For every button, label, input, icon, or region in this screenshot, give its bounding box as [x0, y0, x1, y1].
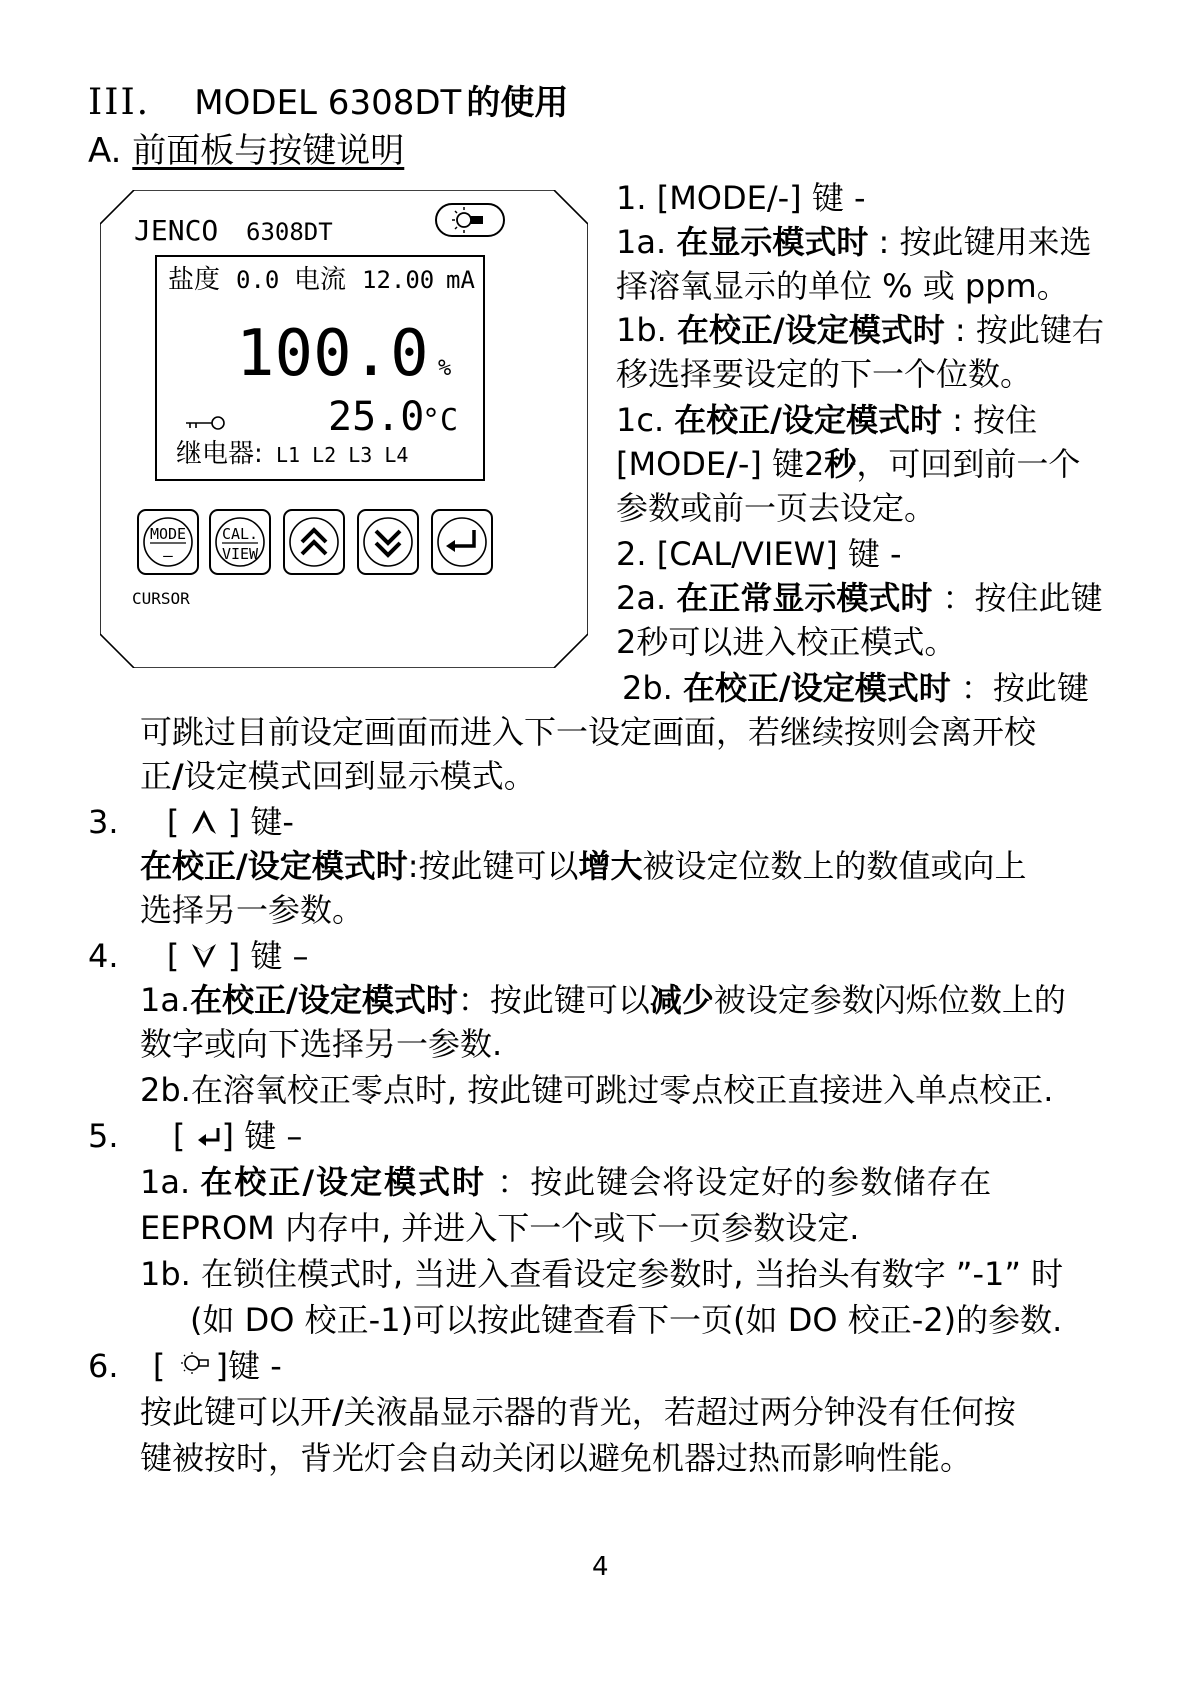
- item-2b: [622, 666, 1089, 710]
- item-6-slash: /: [332, 1393, 344, 1431]
- item-1a-num: 1a.: [616, 223, 677, 261]
- front-panel-illustration: [100, 190, 588, 668]
- down-button[interactable]: [358, 510, 418, 574]
- temperature-value: 25.0: [328, 394, 425, 440]
- item-3-rest: 被设定位数上的数值或向上: [642, 847, 1027, 885]
- heading-suffix: 的使用: [466, 83, 569, 123]
- item-1c-line2-bold: 秒: [824, 445, 857, 483]
- item-2b-slash: /: [172, 757, 184, 795]
- item-5-bracket: [: [172, 1117, 196, 1155]
- item-2b-line3: [140, 754, 536, 798]
- item-6-num: 6.: [88, 1347, 119, 1385]
- item-3-title: [88, 800, 294, 844]
- backlight-bulb-icon: [176, 1351, 216, 1375]
- item-6-key-label: ]键 -: [215, 1347, 282, 1385]
- item-6-line1-a: 按此键可以开: [140, 1393, 333, 1431]
- item-4a-bold2: 减少: [649, 981, 714, 1019]
- section-heading: [88, 80, 568, 132]
- item-6-bracket: [: [152, 1347, 176, 1385]
- current-unit: mA: [446, 266, 475, 294]
- item-4-bracket: [: [166, 937, 190, 975]
- item-1c-slash: /: [726, 445, 738, 483]
- item-2a-num: 2a.: [616, 579, 677, 617]
- item-1a-bold: 在显示模式时: [676, 223, 869, 261]
- item-4a-line2: 数字或向下选择另一参数.: [140, 1025, 503, 1063]
- item-1c-bold: 在校正/设定模式时: [674, 401, 942, 439]
- item-3-bold1: 在校正/设定模式时: [140, 847, 408, 885]
- page-number: 4: [592, 1552, 609, 1582]
- item-5-num: 5.: [88, 1117, 119, 1155]
- down-arrow-icon: [190, 942, 218, 970]
- current-label: 电流: [294, 265, 347, 295]
- item-2a-line2: 2秒可以进入校正模式。: [616, 623, 957, 661]
- item-4a-bold1: 在校正/设定模式时: [190, 981, 458, 1019]
- item-1c-line2-pre: [MODE: [616, 445, 727, 483]
- item-2b-num: 2b.: [622, 669, 684, 707]
- item-5-key-label: ] 键 –: [221, 1117, 303, 1155]
- item-5a-line2: EEPROM 内存中, 并进入下一个或下一页参数设定.: [140, 1209, 860, 1247]
- item-4-title: [88, 934, 309, 978]
- item-6-title: [88, 1344, 282, 1388]
- item-4a-num: 1a.: [140, 981, 191, 1019]
- item-4a: [140, 978, 1066, 1022]
- item-1c-line3: 参数或前一页去设定。: [616, 489, 937, 527]
- item-1c-line2: [616, 442, 1080, 486]
- model-label: 6308DT: [246, 218, 333, 246]
- item-1b-bold: 在校正/设定模式时: [677, 311, 945, 349]
- item-4b: 2b.在溶氧校正零点时, 按此键可跳过零点校正直接进入单点校正.: [140, 1071, 1054, 1109]
- relay-list: L1 L2 L3 L4: [276, 443, 409, 467]
- item-2a: [616, 576, 1103, 620]
- view-key-label: VIEW: [221, 545, 259, 563]
- item-4-num: 4.: [88, 937, 119, 975]
- subheading-letter: A.: [88, 131, 122, 171]
- item-2b-line3-a: 正: [140, 757, 173, 795]
- item-2a-rest: ：按住此键: [932, 579, 1103, 617]
- main-reading: 100.0: [236, 317, 429, 391]
- subheading: [88, 128, 404, 174]
- item-3-num: 3.: [88, 803, 119, 841]
- item-5a: [140, 1160, 992, 1204]
- item-3-line1: [140, 844, 1027, 888]
- brand-label: JENCO: [134, 214, 219, 247]
- item-5a-rest: ：按此键会将设定好的参数储存在: [486, 1163, 993, 1201]
- item-5b-line2: (如 DO 校正-1)可以按此键查看下一页(如 DO 校正-2)的参数.: [190, 1301, 1063, 1339]
- up-arrow-icon: [190, 808, 218, 836]
- item-6-line2: 键被按时，背光灯会自动关闭以避免机器过热而影响性能。: [140, 1439, 973, 1477]
- item-1a: [616, 220, 1091, 264]
- item-1b-num: 1b.: [616, 311, 678, 349]
- item-1a-rest: : 按此键用来选: [868, 223, 1092, 261]
- item-3-bracket: [: [166, 803, 190, 841]
- up-button[interactable]: [284, 510, 344, 574]
- enter-arrow-icon: [196, 1124, 222, 1150]
- item-2b-bold: 在校正/设定模式时: [683, 669, 951, 707]
- item-2b-line3-b: 设定模式回到显示模式。: [183, 757, 536, 795]
- mode-key-label: MODE: [149, 525, 187, 543]
- item-3-line2: 选择另一参数。: [140, 891, 365, 929]
- item-1c: [616, 398, 1037, 442]
- item-4-key-label: ] 键 –: [217, 937, 309, 975]
- heading-roman: III.: [88, 82, 151, 123]
- item-2b-line2: 可跳过目前设定画面而进入下一设定画面，若继续按则会离开校: [140, 713, 1037, 751]
- item-4a-mid: ：按此键可以: [457, 981, 650, 1019]
- item-2a-bold: 在正常显示模式时: [676, 579, 933, 617]
- item-1-title: 1. [MODE/-] 键 -: [616, 179, 866, 217]
- item-5a-bold: 在校正/设定模式时: [200, 1163, 487, 1201]
- item-1b: [616, 308, 1104, 352]
- item-3-bold2: 增大: [578, 847, 643, 885]
- mode-button[interactable]: [138, 510, 198, 574]
- item-3-key-label: ] 键-: [217, 803, 294, 841]
- cal-view-button[interactable]: [210, 510, 270, 574]
- item-5b: 1b. 在锁住模式时, 当进入查看设定参数时, 当抬头有数字 ”-1” 时: [140, 1255, 1064, 1293]
- item-2b-rest: ：按此键: [950, 669, 1089, 707]
- item-5-title: [88, 1114, 302, 1158]
- heading-text: MODEL 6308DT: [194, 83, 462, 123]
- cal-key-label: CAL.: [221, 525, 259, 543]
- enter-button[interactable]: [432, 510, 492, 574]
- relay-label: 继电器:: [176, 439, 263, 469]
- item-6-line1-b: 关液晶显示器的背光，若超过两分钟没有任何按: [343, 1393, 1016, 1431]
- item-1c-line2-mid: -] 键2: [737, 445, 825, 483]
- subheading-text: 前面板与按键说明: [132, 131, 405, 171]
- item-4a-rest: 被设定参数闪烁位数上的: [713, 981, 1066, 1019]
- item-1c-rest: : 按住: [942, 401, 1038, 439]
- item-1c-line2-rest: ，可回到前一个: [856, 445, 1081, 483]
- item-1c-num: 1c.: [616, 401, 675, 439]
- main-unit: %: [438, 356, 452, 381]
- minus-label: —: [163, 546, 173, 565]
- salinity-value: 0.0: [236, 266, 280, 294]
- backlight-icon[interactable]: [436, 204, 504, 236]
- salinity-label: 盐度: [168, 265, 221, 295]
- item-1b-line2: 移选择要设定的下一个位数。: [616, 355, 1033, 393]
- item-2-title: 2. [CAL/VIEW] 键 -: [616, 535, 902, 573]
- item-1a-line2: 择溶氧显示的单位 % 或 ppm。: [616, 267, 1069, 305]
- temperature-unit: °C: [422, 403, 459, 438]
- item-3-mid: :按此键可以: [407, 847, 579, 885]
- item-5a-num: 1a.: [140, 1163, 201, 1201]
- item-1b-rest: : 按此键右: [944, 311, 1104, 349]
- current-value: 12.00: [362, 266, 435, 294]
- item-6-line1: [140, 1390, 1016, 1434]
- cursor-label: CURSOR: [132, 589, 190, 608]
